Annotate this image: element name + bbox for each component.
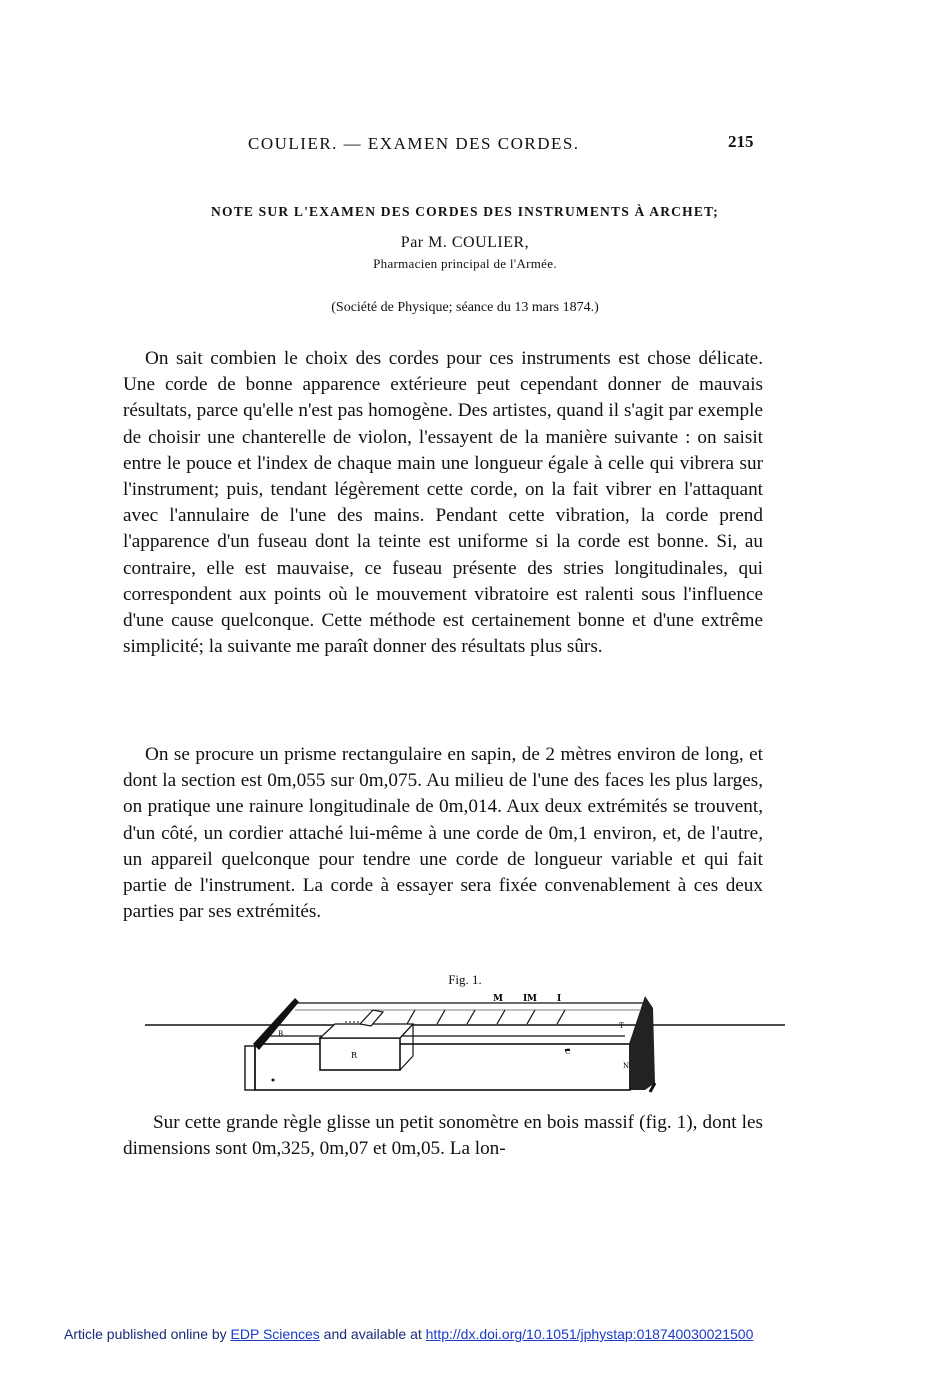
- sliding-block: [320, 1038, 400, 1070]
- figure-label-b: B: [278, 1030, 284, 1038]
- author-affiliation: Pharmacien principal de l'Armée.: [373, 256, 557, 271]
- body-paragraph-1: On sait combien le choix des cordes pour ces instruments est chose délicate. Une corde de bonne apparence extérieure peut cependant donner de mauvais résultats, parce qu'elle n'est pas homogène. Des artistes, quand il s'agit par exemple de choisir une chanterelle de violon, l'essayent de la manière suivante : on saisit entre le pouce et l'index de chaque main une longueur égale à celle qui vibrera sur l'instrument; puis, tendant légèrement cette corde, on la fait vibrer en l'attaquant avec l'annulaire de l'une des mains. Pendant cette vibration, la corde prend l'apparence d'un fuseau dont la teinte est uniforme si la corde est bonne. Si, au contraire, elle est mauvaise, ce fuseau présente des stries longitudinales, qui correspondent aux points où le mouvement vibratoire est ralenti sous l'influence d'une cause quelconque. Cette méthode est certainement bonne et d'une extrême simplicité; la suivante me paraît donner des résultats plus sûrs.: [123, 348, 763, 658]
- left-end-post: [253, 998, 299, 1050]
- author-line: Par M. COULIER,: [400, 234, 530, 251]
- publisher-link[interactable]: EDP Sciences: [230, 1326, 320, 1342]
- prism-front-face: [255, 1044, 630, 1090]
- figure-letter-m1: M: [493, 994, 503, 1004]
- figure-letter-m2: M: [527, 994, 537, 1004]
- doi-link[interactable]: http://dx.doi.org/10.1051/jphystap:018740030021500: [425, 1326, 754, 1342]
- figure-label-t: T: [619, 1022, 624, 1030]
- session-note: (Société de Physique; séance du 13 mars 1874.): [331, 300, 599, 315]
- running-head: COULIER. — EXAMEN DES CORDES.: [248, 134, 580, 153]
- figure-letter-i2: I: [557, 994, 562, 1004]
- body-paragraph-3: Sur cette grande règle glisse un petit sonomètre en bois massif (fig. 1), dont les dimensions sont 0m,325, 0m,07 et 0m,05. La lon-: [123, 1112, 763, 1160]
- article-title: NOTE SUR L'EXAMEN DES CORDES DES INSTRUMENTS À ARCHET;: [211, 204, 719, 219]
- figure-letter-i1: I: [523, 994, 528, 1004]
- publication-footer: [64, 1326, 753, 1342]
- string-marks: [407, 1010, 565, 1024]
- sonometer-figure: [145, 988, 785, 1096]
- figure-label-n: N: [623, 1062, 630, 1070]
- footer-prefix: Article published online by: [64, 1326, 231, 1342]
- figure-label-c: C: [565, 1048, 571, 1056]
- footer-middle: and available at: [319, 1326, 426, 1342]
- page-number: 215: [728, 132, 754, 151]
- figure-label: Fig. 1.: [448, 972, 482, 987]
- figure-label-r: R: [351, 1051, 358, 1060]
- body-paragraph-2: On se procure un prisme rectangulaire en sapin, de 2 mètres environ de long, et dont la section est 0m,055 sur 0m,075. Au milieu de l'une des faces les plus larges, on pratique une rainure longitudinale de 0m,014. Aux deux extrémités se trouvent, d'un côté, un cordier attaché lui-même à une corde de 0m,1 environ, et, de l'autre, un appareil quelconque pour tendre une corde de longueur variable et qui fait partie de l'instrument. La corde à essayer sera fixée convenablement à ces deux parties par ses extrémités.: [123, 744, 763, 923]
